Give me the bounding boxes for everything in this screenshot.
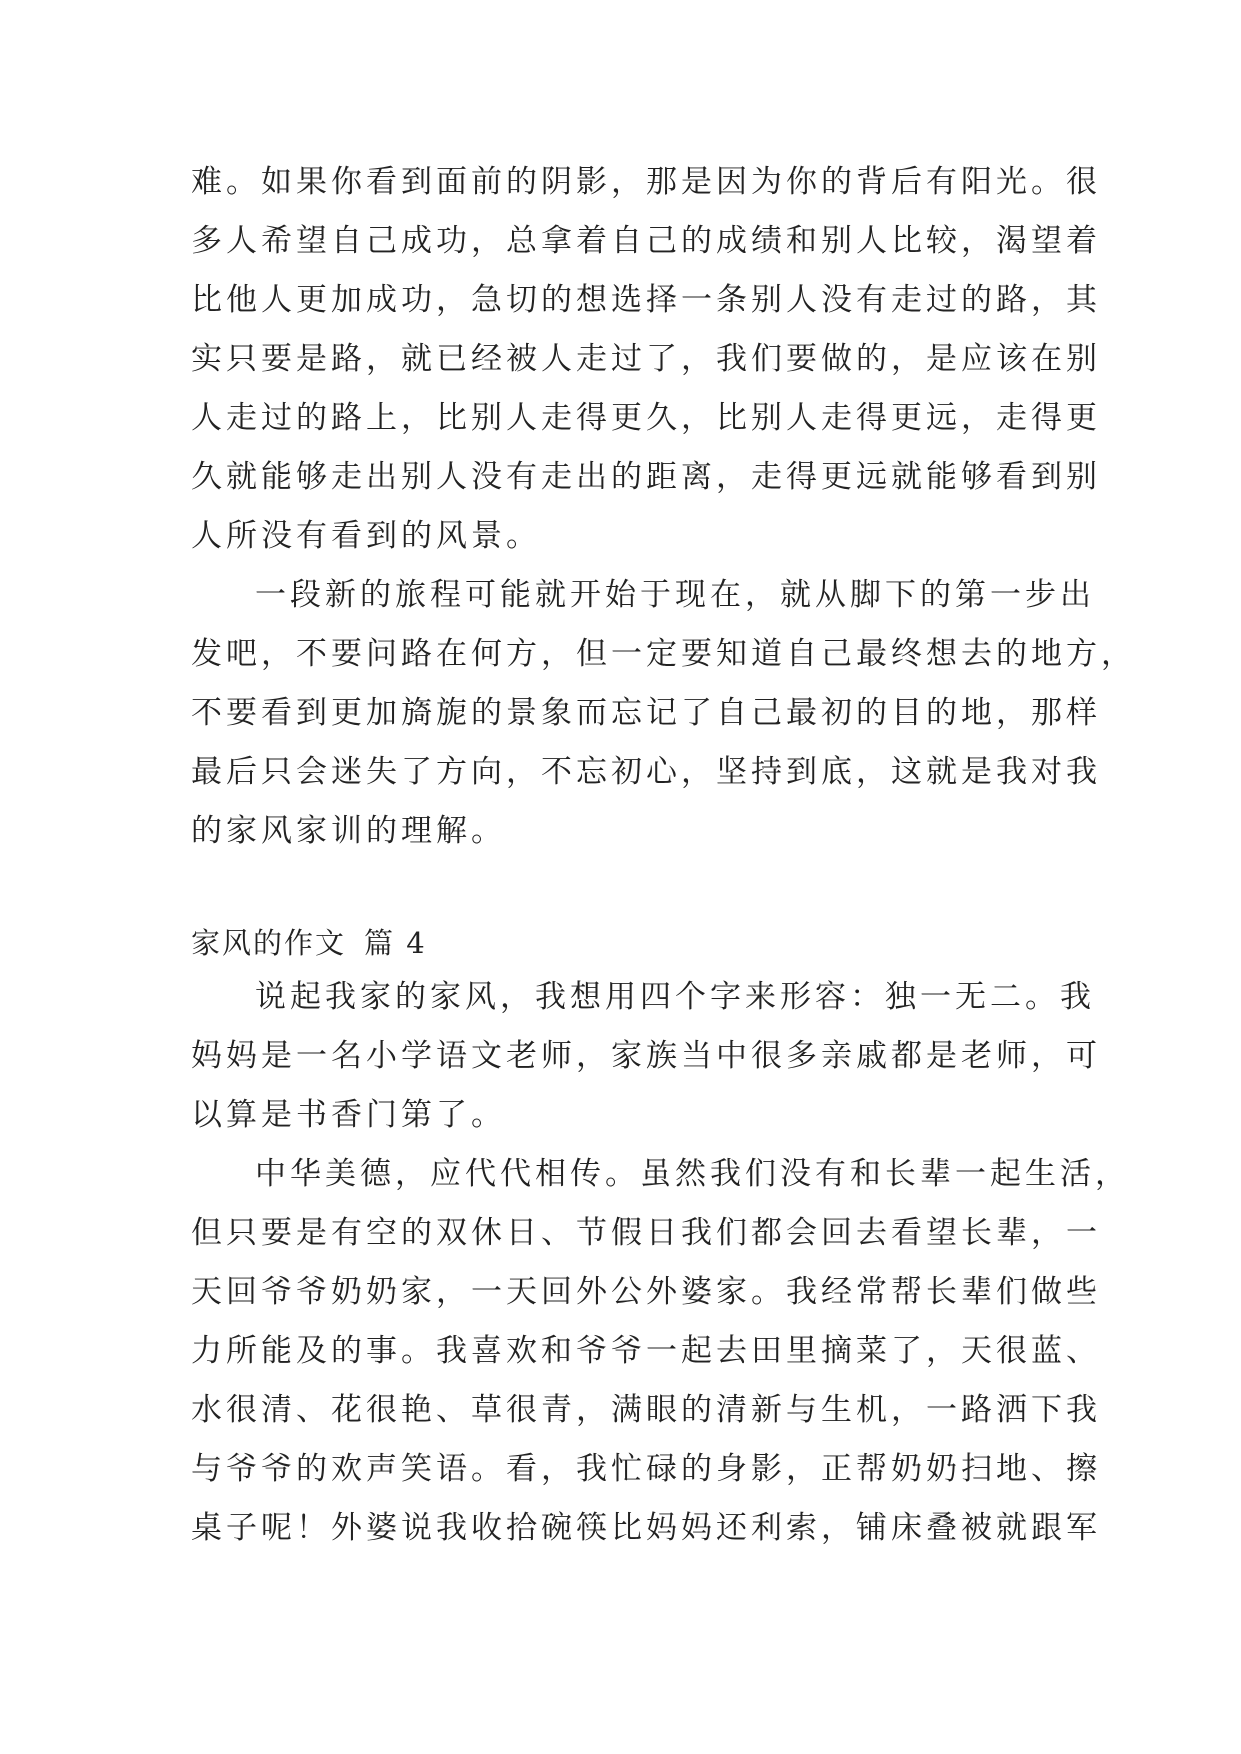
paragraph-line: 桌子呢！外婆说我收拾碗筷比妈妈还利索，铺床叠被就跟军	[191, 1510, 1101, 1546]
paragraph-line: 比他人更加成功，急切的想选择一条别人没有走过的路，其	[191, 282, 1101, 318]
paragraph-line: 中华美德，应代代相传。虽然我们没有和长辈一起生活，	[255, 1156, 1130, 1192]
paragraph-line: 但只要是有空的双休日、节假日我们都会回去看望长辈，一	[191, 1215, 1101, 1251]
heading-part: 篇 4	[364, 926, 427, 960]
heading-title: 家风的作文	[191, 926, 347, 960]
paragraph-line: 妈妈是一名小学语文老师，家族当中很多亲戚都是老师，可	[191, 1038, 1101, 1074]
section-heading	[191, 918, 427, 968]
paragraph-line: 水很清、花很艳、草很青，满眼的清新与生机，一路洒下我	[191, 1392, 1101, 1428]
paragraph-line: 的家风家训的理解。	[191, 813, 506, 849]
paragraph-line: 多人希望自己成功，总拿着自己的成绩和别人比较，渴望着	[191, 223, 1101, 259]
paragraph-line: 说起我家的家风，我想用四个字来形容：独一无二。我	[255, 979, 1095, 1015]
paragraph-line: 一段新的旅程可能就开始于现在，就从脚下的第一步出	[255, 577, 1095, 613]
paragraph-line: 发吧，不要问路在何方，但一定要知道自己最终想去的地方，	[191, 636, 1136, 672]
paragraph-line: 难。如果你看到面前的阴影，那是因为你的背后有阳光。很	[191, 164, 1101, 200]
paragraph-line: 与爷爷的欢声笑语。看，我忙碌的身影，正帮奶奶扫地、擦	[191, 1451, 1101, 1487]
paragraph-line: 天回爷爷奶奶家，一天回外公外婆家。我经常帮长辈们做些	[191, 1274, 1101, 1310]
paragraph-line: 以算是书香门第了。	[191, 1097, 506, 1133]
paragraph-line: 实只要是路，就已经被人走过了，我们要做的，是应该在别	[191, 341, 1101, 377]
paragraph-line: 久就能够走出别人没有走出的距离，走得更远就能够看到别	[191, 459, 1101, 495]
paragraph-line: 人所没有看到的风景。	[191, 518, 541, 554]
paragraph-line: 力所能及的事。我喜欢和爷爷一起去田里摘菜了，天很蓝、	[191, 1333, 1101, 1369]
paragraph-line: 人走过的路上，比别人走得更久，比别人走得更远，走得更	[191, 400, 1101, 436]
paragraph-line: 不要看到更加旖旎的景象而忘记了自己最初的目的地，那样	[191, 695, 1101, 731]
paragraph-line: 最后只会迷失了方向，不忘初心，坚持到底，这就是我对我	[191, 754, 1101, 790]
